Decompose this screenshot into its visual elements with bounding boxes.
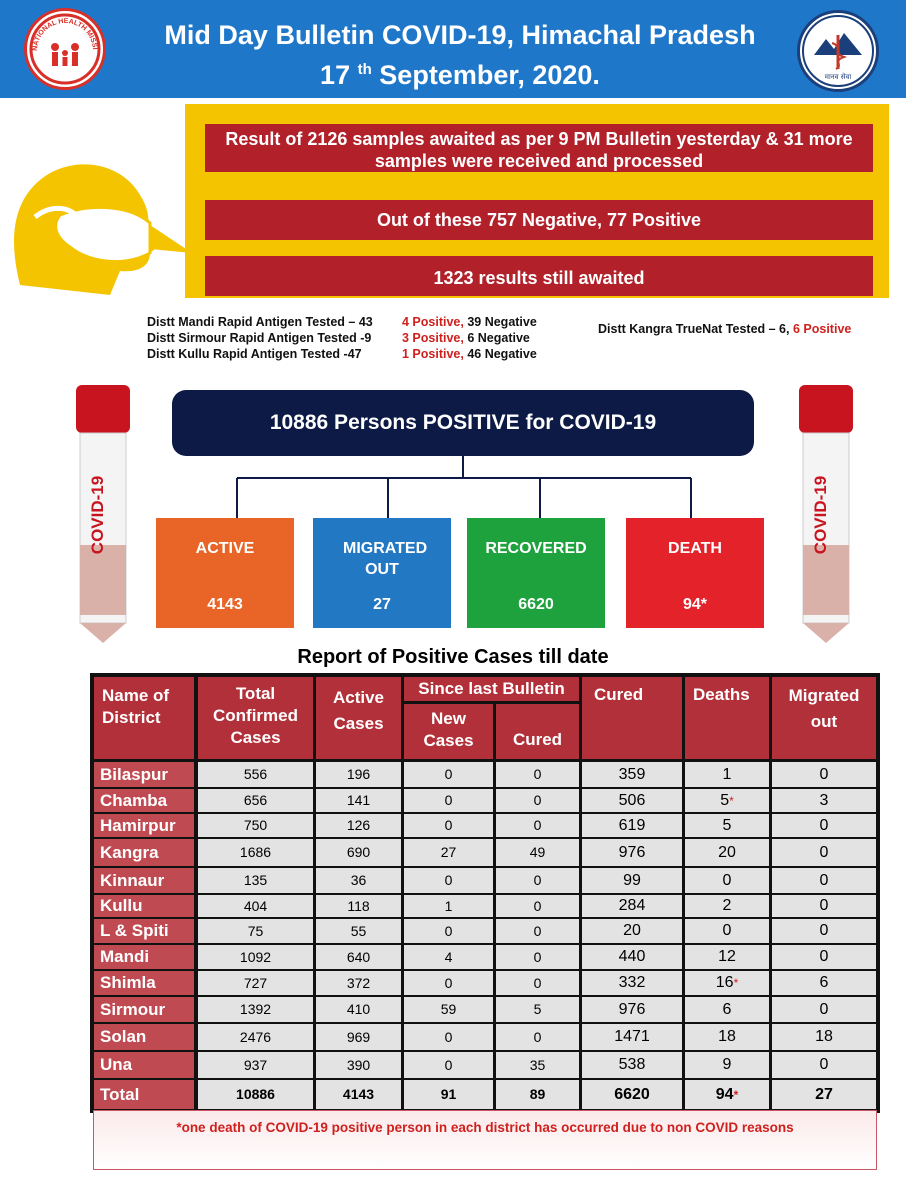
table-cell: 656 [198,789,313,812]
table-cell: 0 [404,919,493,943]
migrated-card [313,518,451,628]
rapid-test-negative: 39 Negative [467,315,537,329]
table-cell: 359 [582,762,682,787]
active-value: 4143 [207,596,243,613]
table-cell: 1471 [582,1024,682,1050]
table-cell: 0 [404,789,493,812]
district-name: Kinnaur [94,868,194,893]
table-cell [685,789,769,812]
table-cell: 0 [404,762,493,787]
active-label: ACTIVE [195,540,255,557]
table-cell: 0 [772,839,876,866]
table-cell: 18 [685,1024,769,1050]
table-cell: 0 [496,945,579,969]
table-cell: 89 [496,1080,579,1109]
district-name: Shimla [94,971,194,995]
truenat-label: Distt Kangra TrueNat Tested – 6, [598,322,790,336]
table-cell: 284 [582,895,682,917]
district-name: Bilaspur [94,762,194,787]
district-table [90,673,880,1113]
rapid-test-result [402,315,537,329]
col-header-cured: Cured [582,677,682,759]
table-cell: 640 [316,945,401,969]
table-cell: 10886 [198,1080,313,1109]
table-cell: 27 [772,1080,876,1109]
table-cell: 49 [496,839,579,866]
col-header-migrated: Migrated out [772,677,876,759]
bulletin-title: Mid Day Bulletin COVID-19, Himachal Pradesh [164,20,756,50]
district-name: Una [94,1052,194,1078]
death-label: DEATH [668,540,722,557]
table-cell: 0 [496,971,579,995]
table-cell: 556 [198,762,313,787]
migrated-label: MIGRATED OUT [343,540,428,578]
masked-face-icon [0,145,200,305]
rapid-test-line [147,315,373,329]
table-cell: 0 [496,789,579,812]
table-cell: 18 [772,1024,876,1050]
col-header-cured-since: Cured [496,704,579,759]
table-cell: 0 [772,945,876,969]
total-row-label: Total [94,1080,194,1109]
table-cell: 6620 [582,1080,682,1109]
bulletin-date [110,60,810,91]
footnote-asterisk: * [733,1088,739,1102]
table-cell: 410 [316,997,401,1022]
results-awaited-text: 1323 results still awaited [205,256,873,296]
death-card [626,518,764,628]
table-cell: 619 [582,814,682,837]
rapid-test-positive: 4 Positive, [402,315,464,329]
table-cell: 0 [404,971,493,995]
district-name: Hamirpur [94,814,194,837]
table-cell: 0 [496,814,579,837]
tube-label: COVID-19 [88,475,107,555]
nhm-logo-text: NATIONAL HEALTH MISSI [31,17,98,52]
table-cell: 0 [496,1024,579,1050]
nhm-logo [24,8,106,90]
table-cell: 404 [198,895,313,917]
table-cell: 12 [685,945,769,969]
table-cell: 0 [772,814,876,837]
table-cell [685,1080,769,1109]
table-cell: 506 [582,789,682,812]
col-header-total: Total Confirmed Cases [198,677,313,759]
recovered-label: RECOVERED [485,540,587,557]
table-cell: 390 [316,1052,401,1078]
cell-value: 94 [715,1086,734,1103]
col-header-district: Name of District [94,677,194,759]
table-cell: 9 [685,1052,769,1078]
district-name: Mandi [94,945,194,969]
district-name: Kullu [94,895,194,917]
table-cell: 0 [404,1024,493,1050]
table-cell: 0 [772,1052,876,1078]
rapid-test-positive: 1 Positive, [402,347,464,361]
rapid-test-label: Distt Kullu Rapid Antigen Tested -47 [147,347,362,361]
migrated-value: 27 [373,596,391,613]
rapid-test-label: Distt Sirmour Rapid Antigen Tested -9 [147,331,372,345]
table-cell: 5 [685,814,769,837]
rapid-test-negative: 6 Negative [467,331,530,345]
samples-awaited-text: Result of 2126 samples awaited as per 9 PM Bulletin yesterday & 31 more samples were received and processed [205,124,873,172]
table-cell: 1 [404,895,493,917]
seva-logo-text: मानव सेवा [824,73,852,81]
table-cell: 36 [316,868,401,893]
date-day: 17 [320,60,351,90]
rapid-test-result [402,331,530,345]
table-cell: 690 [316,839,401,866]
table-cell: 440 [582,945,682,969]
footnote-asterisk: * [729,794,734,808]
table-cell: 0 [404,868,493,893]
table-cell: 0 [404,1052,493,1078]
rapid-test-positive: 3 Positive, [402,331,464,345]
table-cell: 0 [772,919,876,943]
table-cell: 1092 [198,945,313,969]
table-cell: 332 [582,971,682,995]
tube-label: COVID-19 [811,475,830,555]
table-cell: 969 [316,1024,401,1050]
footnote-box [93,1110,877,1170]
table-cell: 976 [582,997,682,1022]
district-name: Sirmour [94,997,194,1022]
recovered-card [467,518,605,628]
table-cell: 75 [198,919,313,943]
footnote-text: *one death of COVID-19 positive person in each district has occurred due to non COVID reasons [176,1120,794,1135]
date-rest: September, 2020. [379,60,600,90]
table-cell [685,971,769,995]
table-cell: 0 [685,868,769,893]
total-positive-box: 10886 Persons POSITIVE for COVID-19 [172,390,754,456]
table-cell: 0 [772,868,876,893]
table-cell: 5 [496,997,579,1022]
date-suffix: th [357,61,372,78]
rapid-test-label: Distt Mandi Rapid Antigen Tested – 43 [147,315,373,329]
table-cell: 20 [582,919,682,943]
table-cell: 118 [316,895,401,917]
truenat-positive: 6 Positive [792,322,852,336]
col-header-deaths: Deaths [685,677,769,759]
table-cell: 937 [198,1052,313,1078]
rapid-test-result [402,347,537,361]
table-cell: 1 [685,762,769,787]
flow-connector [0,456,906,520]
table-cell: 727 [198,971,313,995]
table-cell: 0 [772,762,876,787]
table-cell: 135 [198,868,313,893]
table-cell: 126 [316,814,401,837]
table-cell: 6 [685,997,769,1022]
report-title: Report of Positive Cases till date [297,646,609,668]
table-cell: 976 [582,839,682,866]
table-cell: 35 [496,1052,579,1078]
table-cell: 1686 [198,839,313,866]
table-cell: 1392 [198,997,313,1022]
table-cell: 91 [404,1080,493,1109]
table-cell: 4143 [316,1080,401,1109]
results-breakdown-text: Out of these 757 Negative, 77 Positive [205,200,873,240]
table-cell: 0 [685,919,769,943]
table-cell: 6 [772,971,876,995]
district-name: Chamba [94,789,194,812]
table-cell: 99 [582,868,682,893]
table-cell: 750 [198,814,313,837]
table-cell: 0 [496,762,579,787]
truenat-line [598,322,851,336]
table-cell: 0 [496,919,579,943]
table-cell: 0 [496,868,579,893]
table-cell: 2 [685,895,769,917]
table-cell: 0 [772,997,876,1022]
district-name: Kangra [94,839,194,866]
table-cell: 0 [496,895,579,917]
table-cell: 538 [582,1052,682,1078]
rapid-test-negative: 46 Negative [467,347,537,361]
table-cell: 20 [685,839,769,866]
table-cell: 59 [404,997,493,1022]
table-cell: 196 [316,762,401,787]
col-header-active: Active Cases [316,677,401,759]
table-cell: 3 [772,789,876,812]
cell-value: 16 [715,974,734,991]
table-cell: 141 [316,789,401,812]
active-card [156,518,294,628]
table-cell: 4 [404,945,493,969]
table-cell: 0 [404,814,493,837]
col-header-new-cases: New Cases [404,704,493,759]
rapid-test-line [147,347,362,361]
rapid-test-line [147,331,371,345]
district-name: Solan [94,1024,194,1050]
table-cell: 2476 [198,1024,313,1050]
table-cell: 27 [404,839,493,866]
table-cell: 372 [316,971,401,995]
district-name: L & Spiti [94,919,194,943]
table-cell: 0 [772,895,876,917]
table-cell: 55 [316,919,401,943]
footnote-asterisk: * [733,976,739,990]
cell-value: 5 [720,792,730,809]
death-value: 94* [682,596,708,613]
recovered-value: 6620 [518,596,554,613]
col-header-since-bulletin: Since last Bulletin [404,677,579,701]
